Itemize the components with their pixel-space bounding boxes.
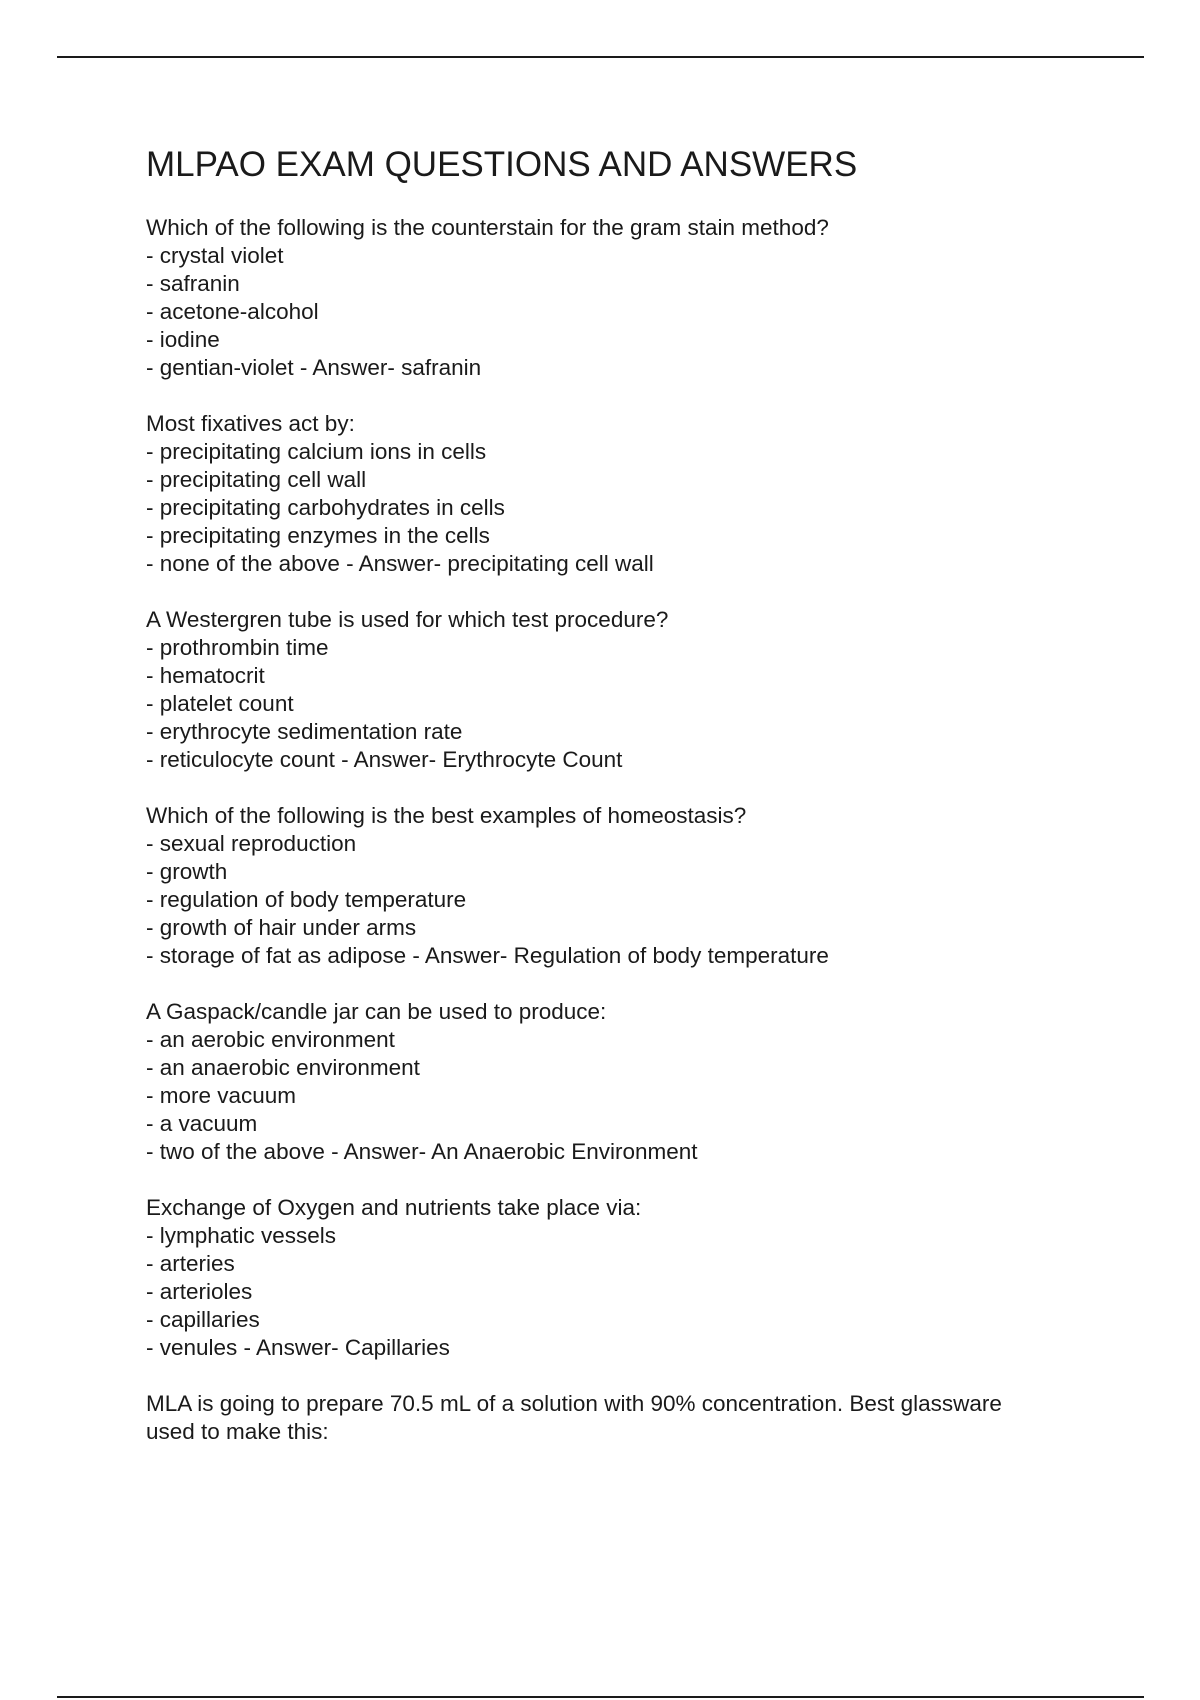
answer-option: - prothrombin time [146, 635, 329, 660]
question-text: MLA is going to prepare 70.5 mL of a solution with 90% concentration. Best glassware [146, 1391, 1002, 1416]
answer-option: - erythrocyte sedimentation rate [146, 719, 463, 744]
question-block-5 [146, 998, 1106, 1166]
answer-option: - iodine [146, 327, 220, 352]
question-block-1 [146, 214, 1106, 382]
answer-option: - precipitating enzymes in the cells [146, 523, 490, 548]
answer-option: - growth [146, 859, 228, 884]
document-body [146, 144, 1106, 1474]
question-text-continued: used to make this: [146, 1419, 329, 1444]
answer-option: - capillaries [146, 1307, 260, 1332]
question-text: A Westergren tube is used for which test procedure? [146, 607, 669, 632]
answer-option: - crystal violet [146, 243, 284, 268]
answer-option: - sexual reproduction [146, 831, 357, 856]
question-text: Which of the following is the best examples of homeostasis? [146, 803, 747, 828]
answer-option: - arterioles [146, 1279, 253, 1304]
answer-option: - lymphatic vessels [146, 1223, 337, 1248]
answer-option-with-answer: - reticulocyte count - Answer- Erythrocyte Count [146, 747, 623, 772]
answer-option: - precipitating cell wall [146, 467, 367, 492]
answer-option-with-answer: - gentian-violet - Answer- safranin [146, 355, 482, 380]
answer-option: - precipitating calcium ions in cells [146, 439, 487, 464]
answer-option: - precipitating carbohydrates in cells [146, 495, 505, 520]
answer-option-with-answer: - two of the above - Answer- An Anaerobic Environment [146, 1139, 698, 1164]
answer-option: - more vacuum [146, 1083, 297, 1108]
page-title: MLPAO EXAM QUESTIONS AND ANSWERS [146, 145, 858, 184]
answer-option-with-answer: - none of the above - Answer- precipitating cell wall [146, 551, 654, 576]
answer-option: - regulation of body temperature [146, 887, 467, 912]
question-text: Most fixatives act by: [146, 411, 355, 436]
answer-option: - growth of hair under arms [146, 915, 417, 940]
answer-option: - an aerobic environment [146, 1027, 395, 1052]
question-text: Exchange of Oxygen and nutrients take place via: [146, 1195, 642, 1220]
question-text: Which of the following is the counterstain for the gram stain method? [146, 215, 829, 240]
answer-option-with-answer: - venules - Answer- Capillaries [146, 1335, 450, 1360]
question-block-6 [146, 1194, 1106, 1362]
answer-option: - hematocrit [146, 663, 265, 688]
bottom-rule [57, 1696, 1144, 1698]
answer-option: - a vacuum [146, 1111, 258, 1136]
question-block-7 [146, 1390, 1106, 1446]
question-text: A Gaspack/candle jar can be used to produce: [146, 999, 607, 1024]
top-rule [57, 56, 1144, 58]
answer-option: - arteries [146, 1251, 235, 1276]
question-block-4 [146, 802, 1106, 970]
answer-option-with-answer: - storage of fat as adipose - Answer- Regulation of body temperature [146, 943, 829, 968]
question-block-2 [146, 410, 1106, 578]
answer-option: - platelet count [146, 691, 294, 716]
answer-option: - acetone-alcohol [146, 299, 319, 324]
answer-option: - safranin [146, 271, 240, 296]
answer-option: - an anaerobic environment [146, 1055, 420, 1080]
question-block-3 [146, 606, 1106, 774]
